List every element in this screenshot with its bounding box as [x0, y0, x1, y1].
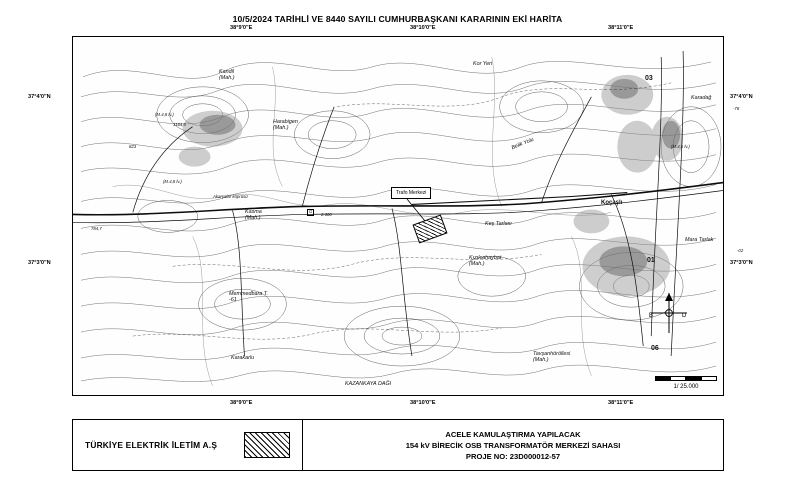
map-label-kor-yeri: Kor Yeri [473, 61, 493, 67]
svg-text:D: D [682, 313, 687, 319]
coord-bottom-2: 38°10'0"E [410, 400, 436, 406]
legend-line-1: ACELE KAMULAŞTIRMA YAPILACAK [445, 429, 581, 439]
map-label-harabigen: Harabigen (Mah.) [273, 119, 298, 132]
map-label-belik-yolu: Belik Yolu [510, 136, 535, 152]
map-label-kizilcahaybat: Kızılcahaybat (Mah.) [469, 255, 502, 268]
legend-company-name: TÜRKİYE ELEKTRİK İLETİM A.Ş [85, 440, 218, 450]
scale-bar [655, 376, 717, 382]
page-title: 10/5/2024 TARİHLİ VE 8440 SAYILI CUMHURBAŞKANI KARARININ EKİ HARİTA [232, 14, 563, 24]
trafo-merkezi-callout[interactable]: Trafo Merkezi [391, 187, 431, 199]
coord-right-1: 37°4'0"N [730, 94, 753, 100]
map-label-tick-78: -78 [733, 106, 740, 111]
map-scale [655, 376, 717, 390]
map-label-kocasli: Koçaşlı [601, 200, 623, 206]
legend-block [72, 419, 724, 471]
map-label-elev-m48a: (M.4,8 lv.) [155, 112, 174, 117]
map-symbol-2-600: 2.600 [321, 212, 332, 217]
map-parcel-01: 01 [647, 257, 655, 264]
coord-right-2: 37°3'0"N [730, 260, 753, 266]
scale-value: 1/ 25.000 [673, 384, 699, 390]
legend-line-2: 154 kV BİRECİK OSB TRANSFORMATÖR MERKEZİ SAHASI [405, 440, 621, 450]
map-label-memmedbara: Memmedbara T. -61 [229, 291, 269, 304]
coord-left-1: 37°4'0"N [28, 94, 51, 100]
map-parcel-03: 03 [645, 75, 653, 82]
map-label-karadag: Karadağ [691, 95, 712, 101]
legend-hatch-swatch [244, 432, 290, 458]
svg-text:B: B [649, 313, 654, 319]
map-symbol-box-1: G [309, 209, 313, 214]
coord-top-1: 38°9'0"E [230, 25, 253, 31]
map-label-akarcalar-koprusu: Akarçalar köprüsü [213, 194, 248, 199]
map-label-mara-tarlak: Mara Tarlak [685, 237, 714, 243]
map-label-tick-02: -02 [737, 248, 744, 253]
coord-top-3: 38°11'0"E [608, 25, 634, 31]
map-label-elev-m48b: (M.4,8 lv.) [163, 179, 182, 184]
coord-left-2: 37°3'0"N [28, 260, 51, 266]
map-label-tavsanhorollesi: Tavşanhöröllesi (Mah.) [533, 351, 571, 364]
map-label-kandil: Kandil (Mah.) [219, 69, 235, 82]
legend-line-3: PROJE NO: 23D000012-57 [465, 451, 561, 461]
map-label-elev-823: 823 [129, 144, 137, 149]
map-parcel-06: 06 [651, 345, 659, 352]
legend-project-cell [303, 420, 723, 470]
map-label-elev-m45: (M.4,5 lv.) [671, 144, 690, 149]
map-label-kazankaya-dagi: KAZANKAYA DAĞI [345, 381, 392, 387]
map-label-kes-tarlasi: Keş Tarlası [485, 221, 512, 227]
legend-company-cell [73, 420, 303, 470]
map-label-karakarlu: Karakarlu [231, 355, 255, 361]
coord-bottom-3: 38°11'0"E [608, 400, 634, 406]
map-label-kasma: Kasma (Mah.) [245, 209, 262, 222]
north-arrow-icon [649, 291, 689, 335]
coord-bottom-1: 38°9'0"E [230, 400, 253, 406]
map-label-elev-784: 784,7 [91, 226, 102, 231]
coord-top-2: 38°10'0"E [410, 25, 436, 31]
map-label-elev-1164: 1164,6 [173, 122, 186, 127]
